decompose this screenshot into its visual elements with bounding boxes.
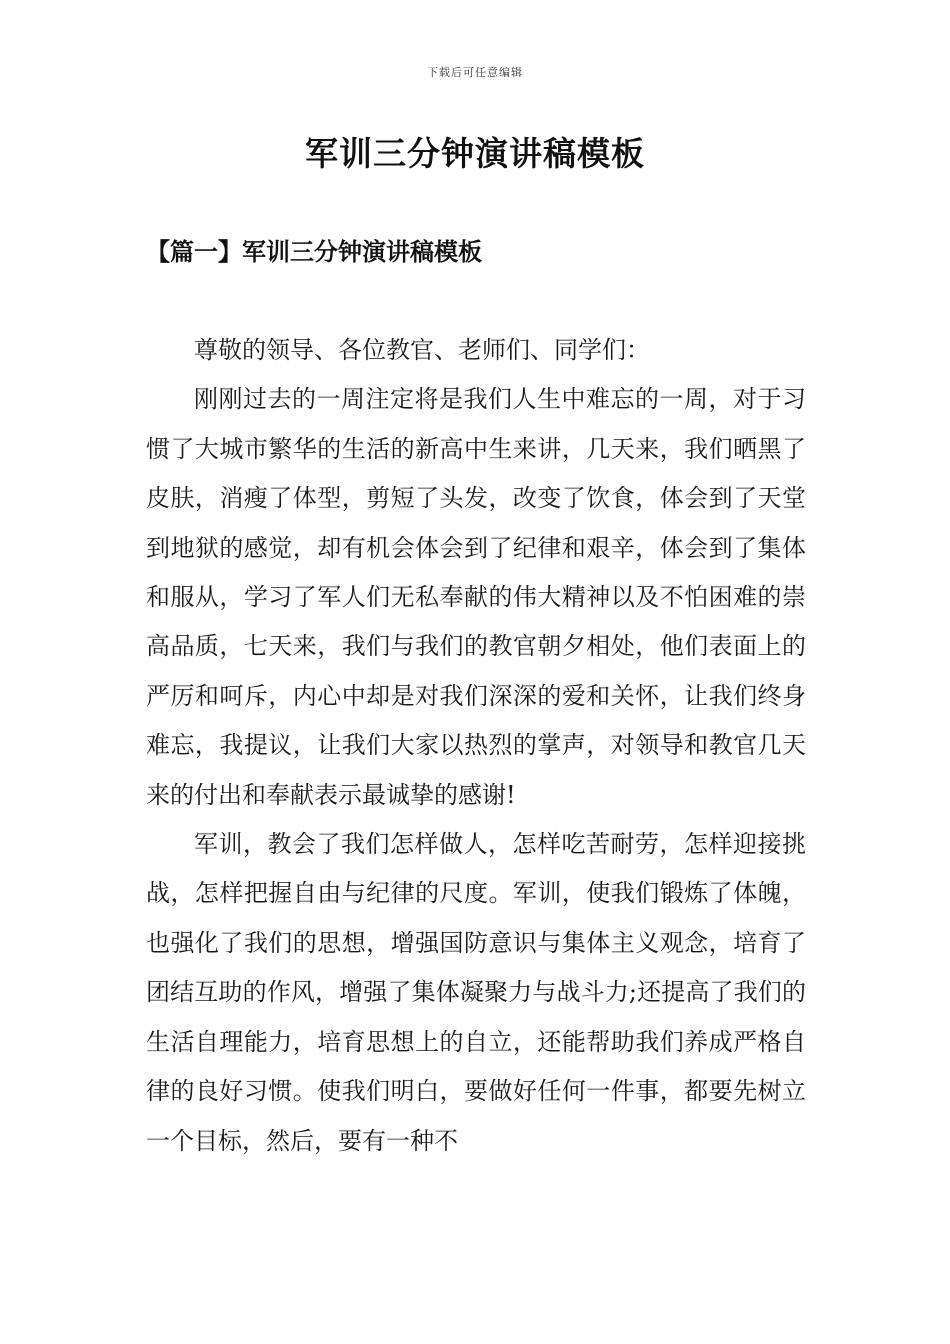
- document-title: 军训三分钟演讲稿模板: [305, 134, 645, 173]
- header-note: 下载后可任意编辑: [427, 66, 523, 79]
- paragraph: 刚刚过去的一周注定将是我们人生中难忘的一周，对于习惯了大城市繁华的生活的新高中生来讲，几天来，我们晒黑了皮肤，消瘦了体型，剪短了头发，改变了饮食，体会到了天堂到地狱的感觉，却有机会体会到了纪律和艰辛，体会到了集体和服从，学习了军人们无私奉献的伟大精神以及不怕困难的崇高品质，七天来，我们与我们的教官朝夕相处，他们表面上的严厉和呵斥，内心中却是对我们深深的爱和关怀，让我们终身难忘，我提议，让我们大家以热烈的掌声，对领导和教官几天来的付出和奉献表示最诚挚的感谢!: [146, 385, 806, 809]
- section-heading: 【篇一】军训三分钟演讲稿模板: [146, 237, 482, 266]
- paragraph-salutation: 尊敬的领导、各位教官、老师们、同学们：: [194, 336, 650, 364]
- paragraph: 军训，教会了我们怎样做人，怎样吃苦耐劳，怎样迎接挑战，怎样把握自由与纪律的尺度。军训，使我们锻炼了体魄，也强化了我们的思想，增强国防意识与集体主义观念，培育了团结互助的作风，增强了集体凝聚力与战斗力;还提高了我们的生活自理能力，培育思想上的自立，还能帮助我们养成严格自律的良好习惯。使我们明白，要做好任何一件事，都要先树立一个目标，然后，要有一种不: [146, 830, 806, 1155]
- body-text: [146, 326, 806, 1166]
